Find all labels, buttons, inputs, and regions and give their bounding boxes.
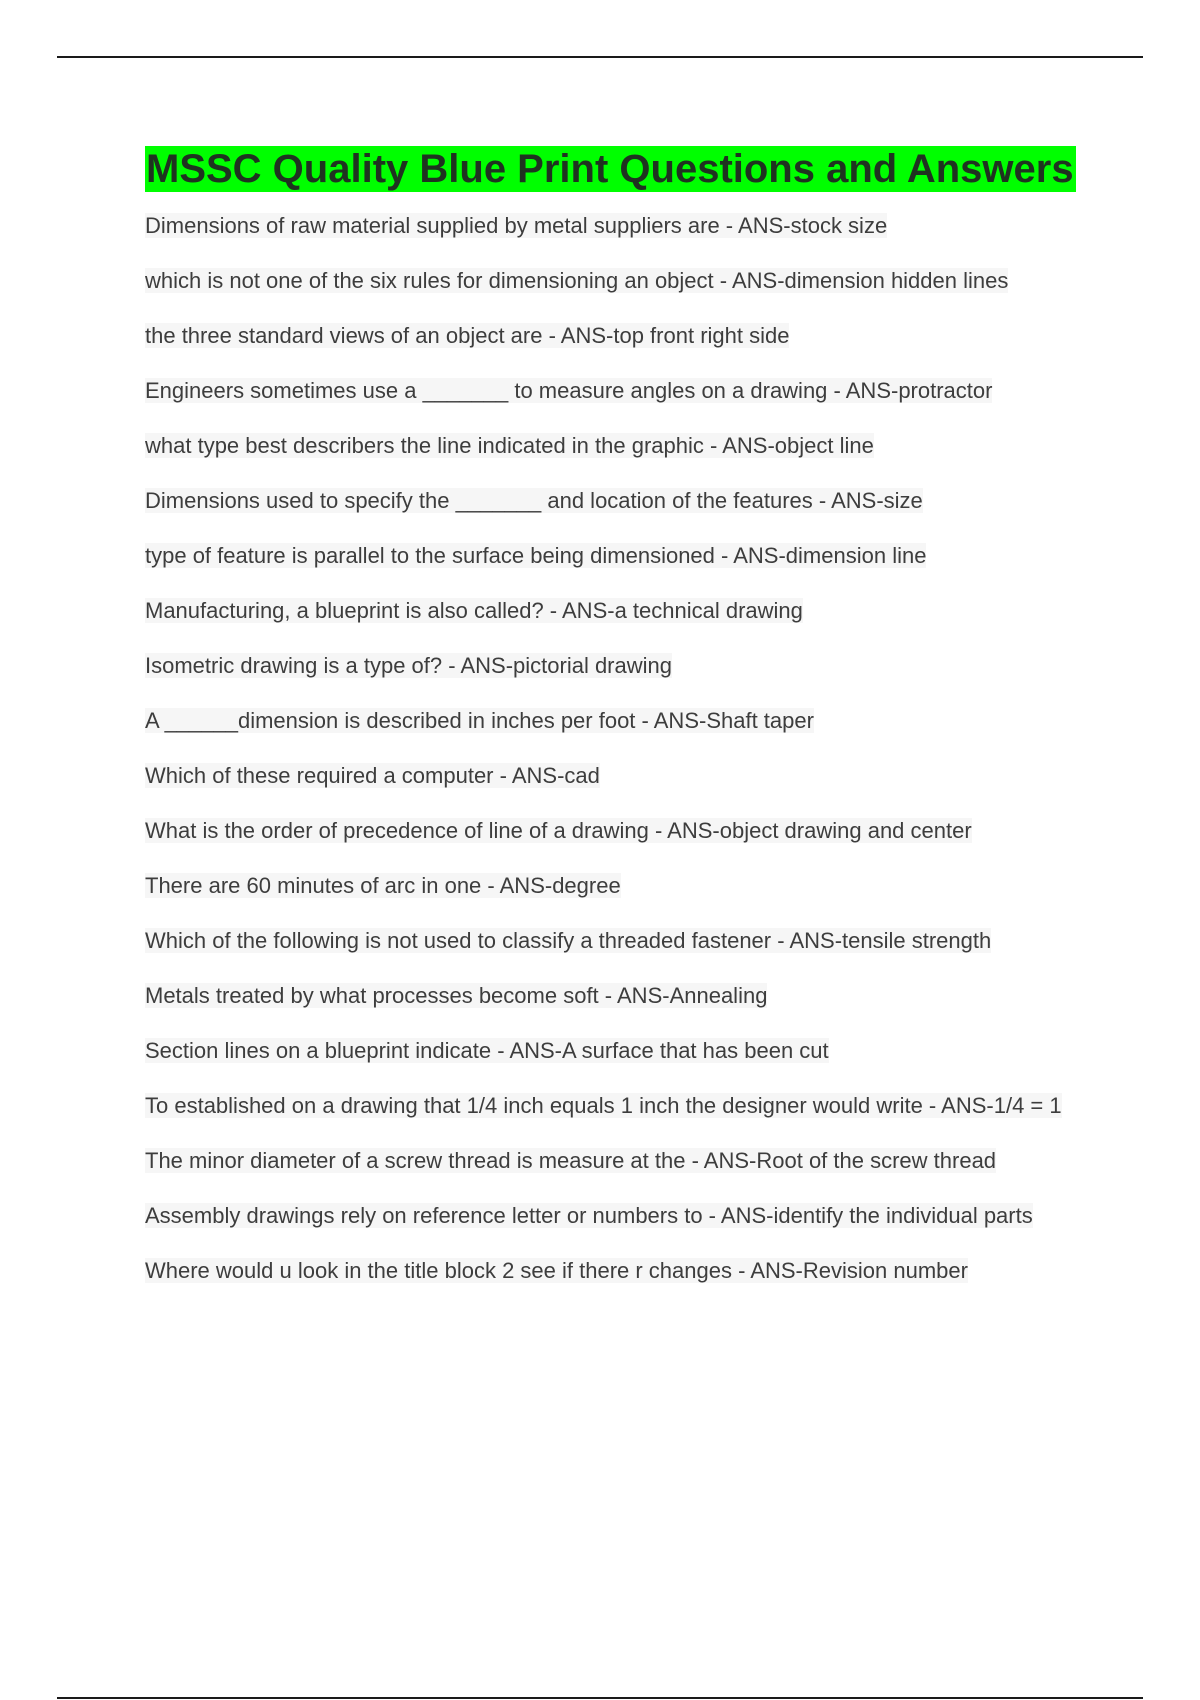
qa-text: the three standard views of an object are - ANS-top front right side: [145, 323, 790, 348]
qa-item: [145, 432, 1080, 460]
qa-item: [145, 982, 1080, 1010]
qa-item: [145, 817, 1080, 845]
qa-item: [145, 1147, 1080, 1175]
qa-text: Isometric drawing is a type of? - ANS-pictorial drawing: [145, 653, 672, 678]
qa-text: Metals treated by what processes become soft - ANS-Annealing: [145, 983, 768, 1008]
qa-text: To established on a drawing that 1/4 inch equals 1 inch the designer would write - ANS-1/4 = 1: [145, 1093, 1062, 1118]
qa-text: Where would u look in the title block 2 see if there r changes - ANS-Revision number: [145, 1258, 968, 1283]
qa-text: Which of these required a computer - ANS-cad: [145, 763, 600, 788]
qa-item: [145, 1202, 1080, 1230]
qa-item: [145, 1092, 1080, 1120]
qa-item: [145, 707, 1080, 735]
qa-text: Manufacturing, a blueprint is also called? - ANS-a technical drawing: [145, 598, 803, 623]
qa-text: which is not one of the six rules for dimensioning an object - ANS-dimension hidden lines: [145, 268, 1009, 293]
qa-item: [145, 542, 1080, 570]
qa-item: [145, 322, 1080, 350]
document-body: [145, 146, 1080, 1312]
qa-text: A ______dimension is described in inches per foot - ANS-Shaft taper: [145, 708, 814, 733]
qa-text: There are 60 minutes of arc in one - ANS-degree: [145, 873, 621, 898]
qa-item: [145, 1257, 1080, 1285]
header-rule: [57, 56, 1143, 58]
qa-item: [145, 597, 1080, 625]
qa-item: [145, 377, 1080, 405]
qa-list: [145, 212, 1080, 1285]
qa-item: [145, 267, 1080, 295]
footer-rule: [57, 1697, 1143, 1699]
qa-text: type of feature is parallel to the surface being dimensioned - ANS-dimension line: [145, 543, 927, 568]
qa-item: [145, 927, 1080, 955]
qa-text: Section lines on a blueprint indicate - ANS-A surface that has been cut: [145, 1038, 829, 1063]
qa-item: [145, 1037, 1080, 1065]
qa-text: what type best describers the line indicated in the graphic - ANS-object line: [145, 433, 874, 458]
qa-item: [145, 652, 1080, 680]
qa-item: [145, 872, 1080, 900]
qa-text: Which of the following is not used to classify a threaded fastener - ANS-tensile strength: [145, 928, 992, 953]
qa-item: [145, 762, 1080, 790]
qa-text: Dimensions used to specify the _______ and location of the features - ANS-size: [145, 488, 923, 513]
qa-text: Dimensions of raw material supplied by metal suppliers are - ANS-stock size: [145, 213, 888, 238]
qa-item: [145, 212, 1080, 240]
qa-text: Engineers sometimes use a _______ to measure angles on a drawing - ANS-protractor: [145, 378, 993, 403]
qa-text: The minor diameter of a screw thread is measure at the - ANS-Root of the screw thread: [145, 1148, 997, 1173]
document-title: MSSC Quality Blue Print Questions and Answers: [146, 147, 1074, 191]
qa-item: [145, 487, 1080, 515]
qa-text: What is the order of precedence of line of a drawing - ANS-object drawing and center: [145, 818, 972, 843]
qa-text: Assembly drawings rely on reference letter or numbers to - ANS-identify the individual parts: [145, 1203, 1033, 1228]
